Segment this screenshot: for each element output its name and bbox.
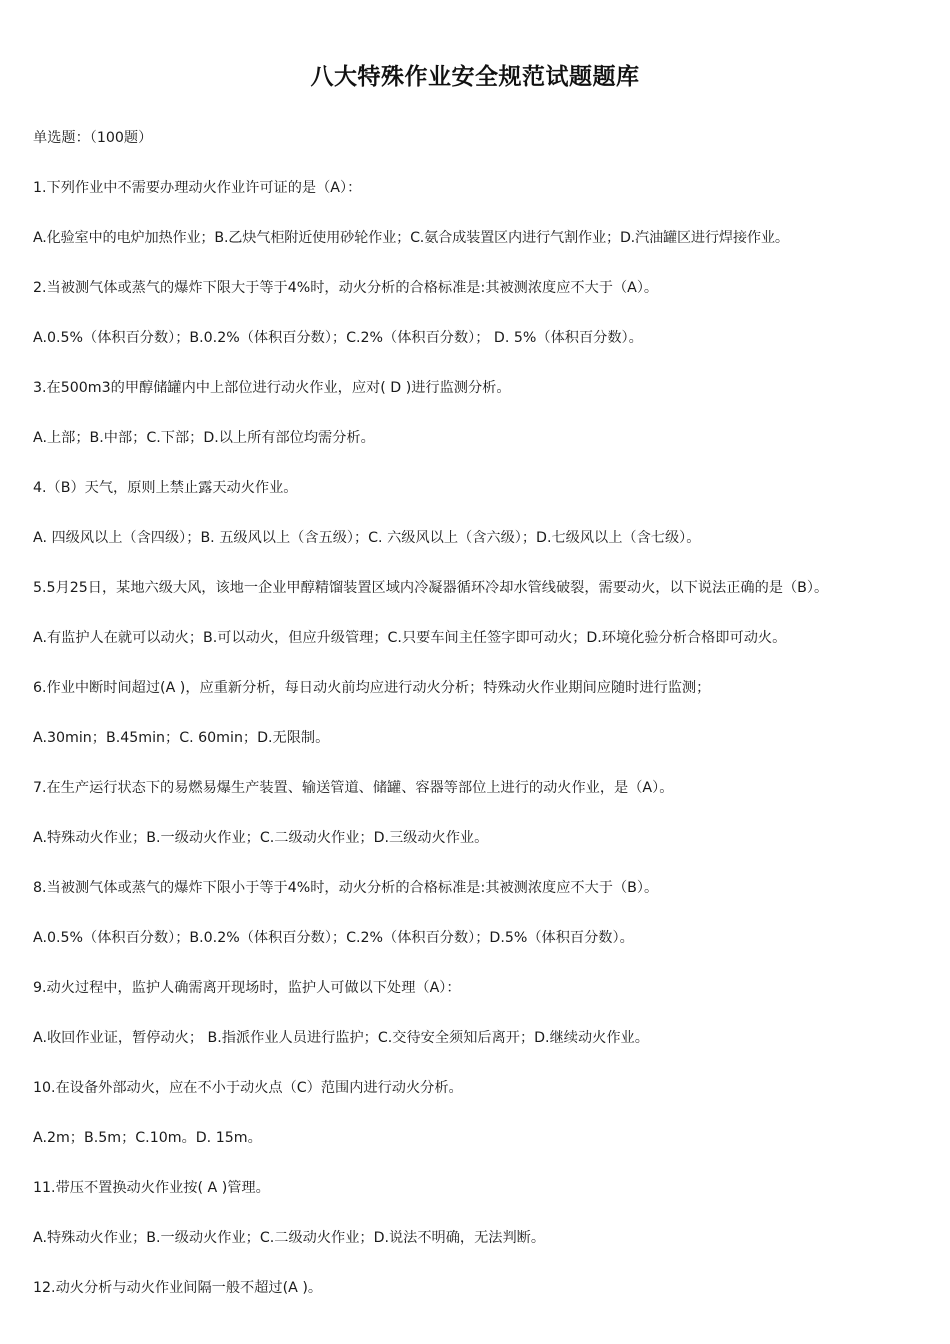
options-5: A.有监护人在就可以动火；B.可以动火，但应升级管理；C.只要车间主任签字即可动火；D.环境化验分析合格即可动火。 xyxy=(33,630,787,646)
question-5: 5.5月25日，某地六级大风，该地一企业甲醇精馏装置区域内冷凝器循环冷却水管线破裂，需要动火，以下说法正确的是（B）。 xyxy=(33,580,829,596)
options-9: A.收回作业证，暂停动火； B.指派作业人员进行监护；C.交待安全须知后离开；D.继续动火作业。 xyxy=(33,1030,649,1046)
options-10: A.2m；B.5m；C.10m。D. 15m。 xyxy=(33,1130,262,1146)
section-heading: 单选题：（100题） xyxy=(33,130,153,146)
question-7: 7.在生产运行状态下的易燃易爆生产装置、输送管道、储罐、容器等部位上进行的动火作业，是（A）。 xyxy=(33,780,674,796)
options-8: A.0.5%（体积百分数）；B.0.2%（体积百分数）；C.2%（体积百分数）；D.5%（体积百分数）。 xyxy=(33,930,634,946)
document-title: 八大特殊作业安全规范试题题库 xyxy=(310,64,640,90)
options-7: A.特殊动火作业；B.一级动火作业；C.二级动火作业；D.三级动火作业。 xyxy=(33,830,489,846)
question-6: 6.作业中断时间超过(A )，应重新分析，每日动火前均应进行动火分析；特殊动火作业期间应随时进行监测； xyxy=(33,680,711,696)
options-3: A.上部；B.中部；C.下部；D.以上所有部位均需分析。 xyxy=(33,430,375,446)
document-body xyxy=(33,126,938,1326)
question-4: 4.（B）天气，原则上禁止露天动火作业。 xyxy=(33,480,298,496)
options-2: A.0.5%（体积百分数）；B.0.2%（体积百分数）；C.2%（体积百分数）； D. 5%（体积百分数）。 xyxy=(33,330,643,346)
question-10: 10.在设备外部动火，应在不小于动火点（C）范围内进行动火分析。 xyxy=(33,1080,463,1096)
options-11: A.特殊动火作业；B.一级动火作业；C.二级动火作业；D.说法不明确，无法判断。 xyxy=(33,1230,546,1246)
question-9: 9.动火过程中，监护人确需离开现场时，监护人可做以下处理（A）： xyxy=(33,980,461,996)
question-11: 11.带压不置换动火作业按( A )管理。 xyxy=(33,1180,270,1196)
options-6: A.30min；B.45min；C. 60min；D.无限制。 xyxy=(33,730,330,746)
options-1: A.化验室中的电炉加热作业；B.乙炔气柜附近使用砂轮作业；C.氨合成装置区内进行气割作业；D.汽油罐区进行焊接作业。 xyxy=(33,230,789,246)
options-4: A. 四级风以上（含四级）；B. 五级风以上（含五级）；C. 六级风以上（含六级）；D.七级风以上（含七级）。 xyxy=(33,530,701,546)
question-1: 1.下列作业中不需要办理动火作业许可证的是（A）： xyxy=(33,180,362,196)
question-2: 2.当被测气体或蒸气的爆炸下限大于等于4%时，动火分析的合格标准是:其被测浓度应不大于（A）。 xyxy=(33,280,659,296)
question-8: 8.当被测气体或蒸气的爆炸下限小于等于4%时，动火分析的合格标准是:其被测浓度应不大于（B）。 xyxy=(33,880,659,896)
question-12: 12.动火分析与动火作业间隔一般不超过(A )。 xyxy=(33,1280,323,1296)
question-3: 3.在500m3的甲醇储罐内中上部位进行动火作业，应对( D )进行监测分析。 xyxy=(33,380,511,396)
